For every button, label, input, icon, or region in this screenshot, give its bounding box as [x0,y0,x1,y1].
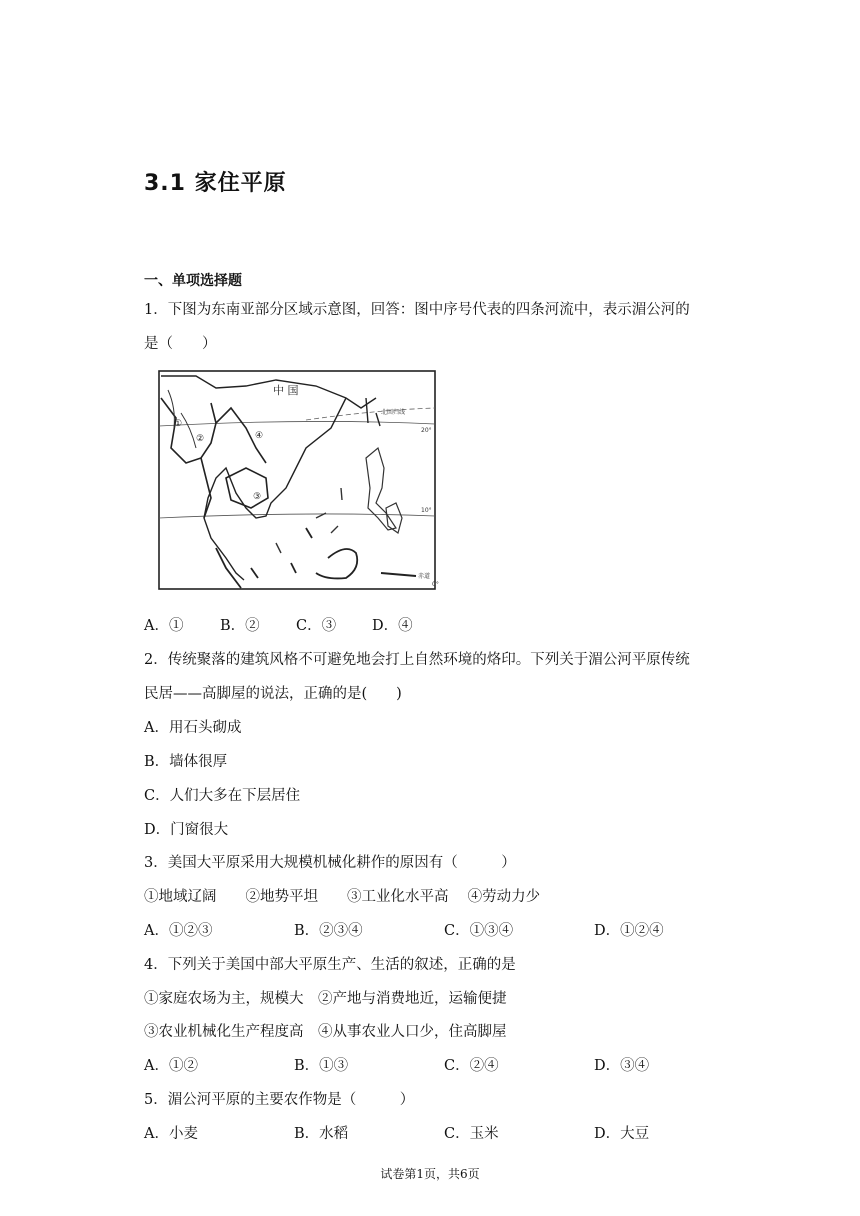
q3-option-a[interactable]: A．①②③ [144,923,213,939]
q5-option-a[interactable]: A．小麦 [144,1126,198,1142]
q5-option-b[interactable]: B．水稻 [294,1126,349,1142]
map-label-lat0: 0° [432,581,439,588]
q3-stem-line1: 3．美国大平原采用大规模机械化耕作的原因有（ ） [144,855,516,871]
q3-option-d[interactable]: D．①②④ [594,923,664,939]
q4-stem-line3: ③农业机械化生产程度高 ④从事农业人口少，住高脚屋 [144,1024,507,1040]
q1-stem-line2: 是（ ） [144,336,217,352]
page-title: 3.1 家住平原 [144,171,287,196]
q5-option-d[interactable]: D．大豆 [594,1126,650,1142]
q3-option-b[interactable]: B．②③④ [294,923,363,939]
map-label-equator: 赤道 [418,573,431,580]
q1-stem-line1: 1．下图为东南亚部分区域示意图，回答：图中序号代表的四条河流中，表示湄公河的 [144,302,690,318]
map-label-china: 中 国 [273,384,299,397]
q1-option-c[interactable]: C．③ [296,618,337,634]
map-label-lat20: 20° [421,427,432,434]
q2-stem-line2: 民居——高脚屋的说法，正确的是( ) [144,686,402,702]
q5-option-c[interactable]: C．玉米 [444,1126,499,1142]
q2-stem-line1: 2．传统聚落的建筑风格不可避免地会打上自然环境的烙印。下列关于湄公河平原传统 [144,652,690,668]
q4-option-b[interactable]: B．①③ [294,1058,349,1074]
section-heading: 一、单项选择题 [144,273,242,289]
q2-option-c[interactable]: C．人们大多在下层居住 [144,788,301,804]
q3-option-c[interactable]: C．①③④ [444,923,514,939]
q2-option-b[interactable]: B．墙体很厚 [144,754,228,770]
q4-option-c[interactable]: C．②④ [444,1058,499,1074]
page-footer: 试卷第1页，共6页 [380,1167,480,1181]
river-marker-1: ① [174,419,183,429]
q5-stem-line1: 5．湄公河平原的主要农作物是（ ） [144,1092,415,1108]
q4-stem-line2: ①家庭农场为主，规模大 ②产地与消费地近，运输便捷 [144,991,507,1007]
map-label-lat10: 10° [421,507,432,514]
river-marker-4: ④ [255,431,264,441]
q1-option-b[interactable]: B．② [220,618,260,634]
q2-option-a[interactable]: A．用石头砌成 [144,720,242,736]
q2-option-d[interactable]: D．门窗很大 [144,822,229,838]
q4-option-a[interactable]: A．①② [144,1058,198,1074]
southeast-asia-map [156,368,452,594]
q4-stem-line1: 4．下列关于美国中部大平原生产、生活的叙述，正确的是 [144,957,516,973]
river-marker-2: ② [196,434,205,444]
map-label-tropic: 北回归线 [381,409,406,416]
q3-stem-line2: ①地域辽阔 ②地势平坦 ③工业化水平高 ④劳动力少 [144,889,541,905]
river-marker-3: ③ [253,492,262,502]
q1-option-d[interactable]: D．④ [372,618,413,634]
q4-option-d[interactable]: D．③④ [594,1058,650,1074]
q1-option-a[interactable]: A．① [144,618,184,634]
